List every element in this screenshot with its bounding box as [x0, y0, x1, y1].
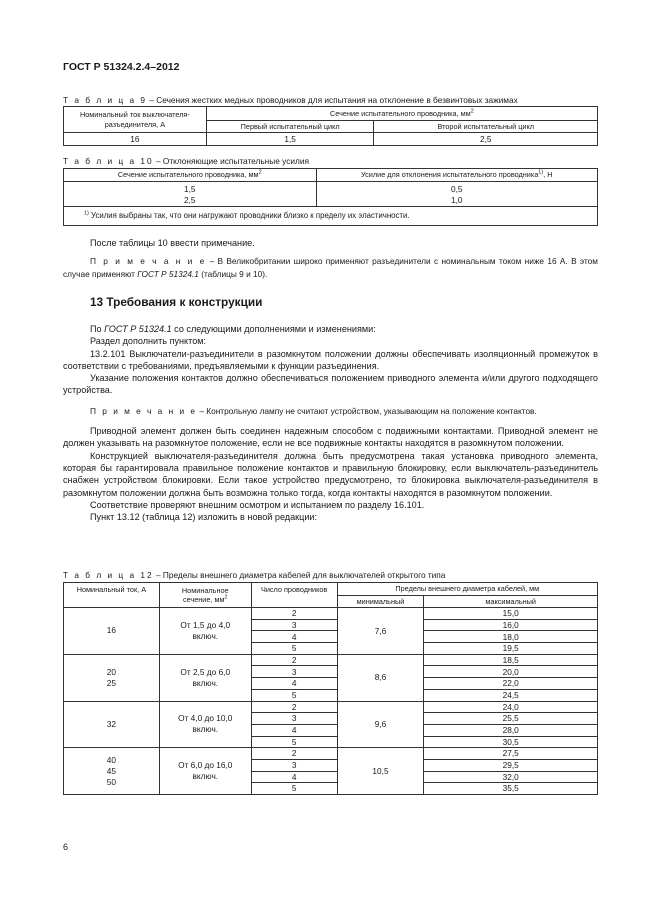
paragraph: Приводной элемент должен быть соединен надежным способом с подвижными контактами. Приводной элемент не должен указывать на разомкнутое положение, если не все подвижные контакты находятся в разомкнутом положении.: [63, 426, 598, 449]
table12-max-cell: 24,5: [424, 689, 598, 701]
paragraph: По ГОСТ Р 51324.1 со следующими дополнениями и изменениями:: [90, 324, 376, 334]
table12-header-current: Номинальный ток, А: [64, 583, 160, 608]
table12-max-cell: 30,5: [424, 736, 598, 748]
table12-count-cell: 5: [251, 689, 337, 701]
table12-count-cell: 4: [251, 631, 337, 643]
table12-min-cell: 8,6: [337, 654, 424, 701]
table12-count-cell: 2: [251, 701, 337, 713]
table12-max-cell: 25,5: [424, 713, 598, 725]
table12-max-cell: 19,5: [424, 643, 598, 655]
table12-count-cell: 3: [251, 666, 337, 678]
paragraph: Раздел дополнить пунктом:: [90, 336, 207, 347]
table12-count-cell: 2: [251, 654, 337, 666]
table12-min-cell: 7,6: [337, 608, 424, 655]
table12-max-cell: 28,0: [424, 724, 598, 736]
paragraph: Указание положения контактов должно обеспечиваться положением приводного элемента и/или другого подходящего устройства.: [63, 373, 598, 396]
table12-max-cell: 32,0: [424, 771, 598, 783]
table10-footnote: $^{1)}$ Усилия выбраны так, что они нагружают проводники близко к пределу их эластичности.: [64, 207, 598, 226]
table9-sub-second: Второй испытательный цикл: [374, 121, 598, 133]
table10-header-force: Усилие для отклонения испытательного проводника$^{1)}$, Н: [316, 169, 597, 182]
table10-caption: Т а б л и ц а 10 – Отклоняющие испытательные усилия: [63, 156, 309, 166]
table12-max-cell: 20,0: [424, 666, 598, 678]
table-row: 16 1,5 2,5: [64, 133, 598, 146]
paragraph: Соответствие проверяют внешним осмотром и испытанием по разделу 16.101.: [90, 499, 425, 510]
table-row: [64, 701, 598, 713]
table12-count-cell: 4: [251, 771, 337, 783]
body-text-main: [63, 323, 598, 523]
table9-sub-first: Первый испытательный цикл: [206, 121, 374, 133]
table12-section-cell: От 6,0 до 16,0 включ.: [159, 748, 251, 795]
table12-sub-max: максимальный: [424, 596, 598, 608]
table12-max-cell: 18,0: [424, 631, 598, 643]
table12-sub-min: минимальный: [337, 596, 424, 608]
table-row: [64, 654, 598, 666]
table9-header-section: Сечение испытательного проводника, $мм^2$: [206, 107, 597, 121]
table12-count-cell: 4: [251, 678, 337, 690]
paragraph: Конструкцией выключателя-разъединителя должна быть предусмотрена такая установка приводного элемента, которая бы гарантировала правильное положение контактов и правильную блокировку, если выключатель-разъединитель снабжен устройством блокировки. Если такое устройство предусмотрено, то блокировка выключателя-разъединителя в разомкнутом положении должна быть возможна только тогда, когда контакты находятся в разомкнутом положении.: [63, 450, 598, 498]
table12-current-cell: 20 25: [64, 654, 160, 701]
table10-header-section: Сечение испытательного проводника, $мм^2$: [64, 169, 317, 182]
table12-max-cell: 35,5: [424, 783, 598, 795]
table12-min-cell: 9,6: [337, 701, 424, 748]
table9: [63, 106, 598, 146]
table12-count-cell: 5: [251, 643, 337, 655]
table12-count-cell: 5: [251, 736, 337, 748]
table12-header-count: Число проводников: [251, 583, 337, 608]
table12-count-cell: 4: [251, 724, 337, 736]
table12: [63, 582, 598, 795]
table12-current-cell: 40 45 50: [64, 748, 160, 795]
table12-count-cell: 5: [251, 783, 337, 795]
table12-max-cell: 22,0: [424, 678, 598, 690]
table12-section-cell: От 1,5 до 4,0 включ.: [159, 608, 251, 655]
section-title: 13 Требования к конструкции: [90, 295, 263, 309]
table12-current-cell: 32: [64, 701, 160, 748]
table12-header-section: Номинальное сечение, $мм^2$: [159, 583, 251, 608]
table12-max-cell: 15,0: [424, 608, 598, 620]
table12-max-cell: 18,5: [424, 654, 598, 666]
table12-header-diameter: Пределы внешнего диаметра кабелей, мм: [337, 583, 597, 596]
table12-current-cell: 16: [64, 608, 160, 655]
note-lamp: П р и м е ч а н и е – Контрольную лампу не считают устройством, указывающим на положение контактов.: [90, 405, 537, 416]
table10: [63, 168, 598, 226]
paragraph: Пункт 13.12 (таблица 12) изложить в новой редакции:: [90, 512, 318, 523]
table12-max-cell: 29,5: [424, 759, 598, 771]
note-uk: П р и м е ч а н и е – В Великобритании широко применяют разъединители с номинальным током ниже 16 А. В этом случае применяют ГОСТ Р 51324.1 (таблицы 9 и 10).: [63, 256, 599, 279]
table12-max-cell: 16,0: [424, 619, 598, 631]
table12-count-cell: 2: [251, 748, 337, 760]
page-number: 6: [63, 842, 69, 852]
table12-caption: Т а б л и ц а 12 – Пределы внешнего диаметра кабелей для выключателей открытого типа: [63, 570, 446, 580]
paragraph: После таблицы 10 ввести примечание.: [90, 238, 255, 248]
table12-section-cell: От 2,5 до 6,0 включ.: [159, 654, 251, 701]
table12-section-cell: От 4,0 до 10,0 включ.: [159, 701, 251, 748]
table12-count-cell: 3: [251, 619, 337, 631]
table12-count-cell: 2: [251, 608, 337, 620]
document-header: ГОСТ Р 51324.2.4–2012: [63, 61, 180, 73]
table12-max-cell: 24,0: [424, 701, 598, 713]
table12-min-cell: 10,5: [337, 748, 424, 795]
table9-caption: Т а б л и ц а 9 – Сечения жестких медных проводников для испытания на отклонение в безвинтовых зажимах: [63, 95, 518, 105]
table12-count-cell: 3: [251, 713, 337, 725]
table9-header-current: Номинальный ток выключателя-разъединителя, А: [64, 107, 207, 133]
table12-max-cell: 27,5: [424, 748, 598, 760]
table-row: 1,5 2,5 0,5 1,0: [64, 182, 598, 207]
table-row: [64, 748, 598, 760]
body-text-top: [63, 237, 598, 280]
table12-count-cell: 3: [251, 759, 337, 771]
table-row: [64, 608, 598, 620]
paragraph: 13.2.101 Выключатели-разъединители в разомкнутом положении должны обеспечивать изоляционный промежуток в соответствии с требованиями, предъявляемыми к функции разъединения.: [63, 348, 598, 371]
